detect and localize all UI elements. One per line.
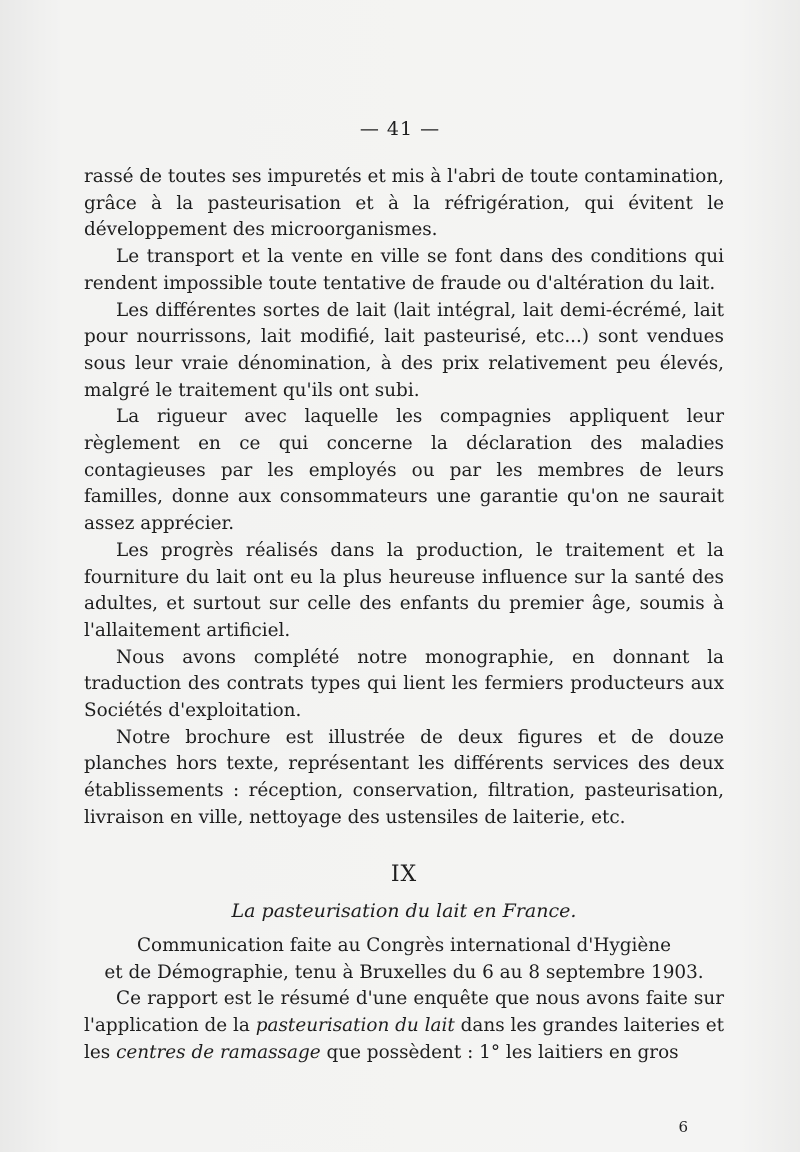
communication-note: [84, 933, 724, 986]
paragraph: rassé de toutes ses impuretés et mis à l'abri de toute contamination, grâce à la pasteurisation et à la réfrigération, qui évitent le développement des microorganismes.: [84, 166, 724, 241]
intro-emphasis: centres de ramassage: [116, 1041, 321, 1063]
page-number: — 41 —: [359, 118, 441, 140]
section-number: IX: [390, 861, 418, 887]
intro-emphasis: pasteurisation du lait: [255, 1015, 455, 1037]
paragraph: Le transport et la vente en ville se font dans des conditions qui rendent impossible toute tentative de fraude ou d'altération du lait.: [84, 246, 724, 294]
signature-mark: 6: [678, 1118, 688, 1136]
body-text: [84, 164, 724, 1067]
intro-text: que possèdent : 1° les laitiers en gros: [320, 1041, 679, 1063]
paragraph: Les différentes sortes de lait (lait intégral, lait demi-écrémé, lait pour nourrissons, lait modifié, lait pasteurisé, etc...) sont vendues sous leur vraie dénomination, à des prix relativement peu élevés, malgré le traitement qu'ils ont subi.: [84, 299, 724, 401]
communication-line: et de Démographie, tenu à Bruxelles du 6 au 8 septembre 1903.: [104, 961, 704, 983]
intro-text: dans les grandes laiteries et les: [84, 1015, 725, 1063]
section-title: La pasteurisation du lait en France.: [231, 900, 577, 923]
paragraph: Les progrès réalisés dans la production, le traitement et la fourniture du lait ont eu la plus heureuse influence sur la santé des adultes, et surtout sur celle des enfants du premier âge, soumis à l'allaitement artificiel.: [84, 539, 724, 641]
paragraph: Nous avons complété notre monographie, en donnant la traduction des contrats types qui lient les fermiers producteurs aux Sociétés d'exploitation.: [84, 646, 724, 722]
paragraph: Notre brochure est illustrée de deux figures et de douze planches hors texte, représentant les différents services des deux établissements : réception, conservation, filtration, pasteurisation, livraison en ville, nettoyage des ustensiles de laiterie, etc.: [84, 726, 724, 828]
paragraph-intro: [84, 986, 724, 1066]
intro-text: Ce rapport est le résumé d'une enquête que nous avons faite sur l'application de la: [84, 988, 724, 1037]
communication-line: Communication faite au Congrès international d'Hygiène: [136, 934, 672, 956]
paragraph: La rigueur avec laquelle les compagnies appliquent leur règlement en ce qui concerne la déclaration des maladies contagieuses par les employés ou par les membres de leurs familles, donne aux consommateurs une garantie qu'on ne saurait assez apprécier.: [84, 406, 724, 535]
